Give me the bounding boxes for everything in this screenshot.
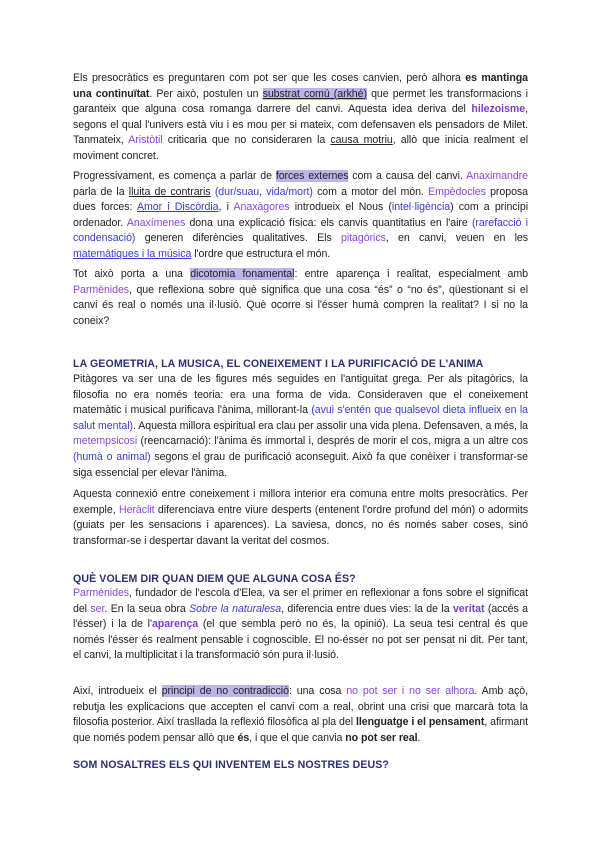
name-anaxagores: Anaxàgores bbox=[233, 201, 290, 214]
text: proposa dues forces: bbox=[73, 185, 528, 214]
paragraph-pitagores bbox=[73, 372, 528, 481]
term-intelligencia: intel·ligència bbox=[391, 201, 451, 214]
text: (accés a l'ésser) i la de l' bbox=[73, 602, 528, 631]
term-metempsicosi: metempsicosi bbox=[73, 435, 138, 448]
term-matematiques-musica: matemàtiques i la música bbox=[73, 247, 192, 260]
name-anaximenes: Anaxímenes bbox=[126, 216, 186, 229]
text: introdueix el Nous ( bbox=[289, 201, 392, 214]
text: . En la seua obra bbox=[104, 602, 190, 615]
text: (reencarnació): l'ànima és immortal i, després de morir el cos, migra a un altre cos bbox=[137, 435, 528, 448]
text: Aquesta connexió entre coneixement i millora interior era comuna entre molts presocràtics. Per exemple, bbox=[73, 488, 528, 516]
text: ) com a principi ordenador. bbox=[73, 201, 529, 229]
text: , i que el que canvia bbox=[249, 731, 346, 744]
paragraph-parmenides bbox=[73, 586, 528, 664]
text: , segons el qual l'univers està viu i es mou per si mateix, com defensaven els pensadors de Milet. Tanmateix, bbox=[73, 103, 528, 147]
aside-huma-animal: (humà o animal) bbox=[73, 450, 151, 463]
text: generen diferències qualitatives. Els bbox=[135, 232, 341, 245]
text: : entre aparença i realitat, especialment amb bbox=[294, 268, 529, 280]
text: l'ordre que estructura el món. bbox=[191, 247, 331, 260]
text: diferenciava entre viure desperts (entenent l'ordre profund del món) o adormits (guiats per les sensacions i aparences). La saviesa, doncs, no és només saber coses, sinó transformar-se i despertar davant la veritat del cosmos. bbox=[73, 503, 529, 547]
text: Pitàgores va ser una de les figures més seguides en l'antiguitat grega. Per als pitagòrics, la filosofia no era només teoria: era una forma de vida. Consideraven que el coneixement matemàtic i musical purificava l'ànima, millorant-la bbox=[73, 373, 528, 417]
highlight-dicotomia: dicotomia fonamental bbox=[190, 268, 295, 280]
text: dona una explicació física: els canvis quantitatius en l'aire bbox=[185, 216, 472, 229]
text: Així, introdueix el bbox=[73, 685, 162, 697]
paragraph-forces bbox=[73, 169, 528, 263]
text: , i bbox=[218, 201, 234, 214]
text: parla de la bbox=[73, 185, 129, 198]
paragraph-no-contradiccio bbox=[73, 684, 528, 746]
paragraph-substrat bbox=[73, 71, 528, 165]
term-ser: ser bbox=[90, 602, 105, 615]
text: , fundador de l'escola d'Elea, va ser el primer en reflexionar a fons sobre el significat del bbox=[73, 587, 528, 615]
paragraph-heraclit bbox=[73, 487, 528, 549]
text: (el que sembla però no és, la opinió). La seua tesi central és que només l'ésser és realment pensable i cognoscible. El no-ésser no pot ser pensat ni dit. Per tant, el canvi, la multiplicitat i la transformació són pura il·lusió. bbox=[73, 618, 528, 662]
highlight-forces-externes: forces externes bbox=[275, 170, 349, 182]
bold-term: llenguatge i el pensament bbox=[355, 716, 485, 729]
text: Progressivament, es comença a parlar de bbox=[73, 170, 276, 182]
aside-rarefaccio: (rarefacció i condensació) bbox=[73, 216, 528, 245]
text: Tot això porta a una bbox=[73, 268, 191, 280]
text: Els presocràtics es preguntaren com pot ser que les coses canvien, però alhora bbox=[73, 72, 466, 84]
name-pitagorics: pitagòrics bbox=[341, 232, 386, 245]
section-heading-que-volem-dir: QUÈ VOLEM DIR QUAN DIEM QUE ALGUNA COSA ÉS? bbox=[73, 573, 356, 585]
name-aristotil: Aristòtil bbox=[128, 134, 163, 147]
highlight-principi: principi de no contradicció bbox=[161, 685, 289, 697]
bold-term: és bbox=[237, 731, 250, 744]
work-title: Sobre la naturalesa bbox=[189, 602, 282, 615]
bold-term: no pot ser real bbox=[345, 731, 418, 744]
text: , allò que inicia realment el moviment concret. bbox=[73, 134, 528, 162]
name-heraclit: Heràclit bbox=[119, 503, 155, 516]
text: . Aquesta millora espiritual era clau per assolir una vida plena. Defensaven, a més, la bbox=[133, 419, 529, 432]
term-veritat: veritat bbox=[452, 602, 485, 615]
name-parmenides: Parmènides bbox=[73, 587, 130, 599]
name-parmenides: Parmènides bbox=[73, 283, 130, 296]
text: , diferencia entre dues vies: la de la bbox=[281, 602, 453, 615]
text: . bbox=[417, 731, 421, 744]
section-heading-geometria: LA GEOMETRIA, LA MUSICA, EL CONEIXEMENT I LA PURIFICACIÓ DE L'ANIMA bbox=[73, 358, 484, 370]
aside-contraris: (dur/suau, vida/mort) bbox=[214, 185, 313, 198]
text: com a causa del canvi. bbox=[348, 170, 467, 182]
term-no-pot-ser: no pot ser i no ser alhora bbox=[346, 685, 475, 697]
term-lluita-de-contraris: lluita de contraris bbox=[128, 185, 211, 198]
text: , que reflexiona sobre què significa que una cosa “és” o “no és”, qüestionant si el canvi és real o només una il·lusió. Què ocorre si l'ésser humà compren la realitat? I si no la coneix? bbox=[73, 283, 528, 327]
name-empedocles: Empèdocles bbox=[428, 185, 486, 198]
text: . Amb açò, rebutja les explicacions que accepten el canvi com a real, obrint una crisi que marcarà tota la filosofia posterior. Així trasllada la reflexió filosòfica al pla del bbox=[73, 685, 529, 729]
highlight-arkhe: substrat comú (arkhé) bbox=[262, 87, 367, 100]
text: , afirmant que només podem pensar allò que bbox=[73, 716, 528, 744]
term-amor-discordia: Amor i Discòrdia bbox=[137, 201, 219, 214]
term-hilezoisme: hilezoisme bbox=[471, 103, 526, 116]
bold-term: es mantinga una continuïtat bbox=[73, 72, 529, 100]
name-anaximandre: Anaximandre bbox=[466, 170, 528, 182]
text: que permet les transformacions i garanteix que alguna cosa romanga darrere del canvi. Aquesta idea deriva del bbox=[73, 87, 528, 116]
text: , en canvi, veuen en les bbox=[385, 232, 528, 245]
text: criticaria que no consideraren la bbox=[162, 134, 331, 147]
text: : una cosa bbox=[288, 685, 347, 697]
paragraph-dicotomia bbox=[73, 267, 528, 329]
text: . Per això, postulen un bbox=[149, 87, 263, 100]
term-causa-motriu: causa motriu bbox=[330, 134, 393, 147]
aside-dieta: (avui s'entén que qualsevol dieta influeix en la salut mental) bbox=[73, 404, 528, 432]
text: segons el grau de purificació aconseguit. Això fa que conèixer i transformar-se siga essencial per elevar l'ànima. bbox=[73, 450, 528, 479]
text: com a motor del món. bbox=[312, 185, 429, 198]
term-aparenca: aparença bbox=[151, 618, 199, 631]
section-heading-deus: SOM NOSALTRES ELS QUI INVENTEM ELS NOSTRES DEUS? bbox=[73, 759, 389, 771]
